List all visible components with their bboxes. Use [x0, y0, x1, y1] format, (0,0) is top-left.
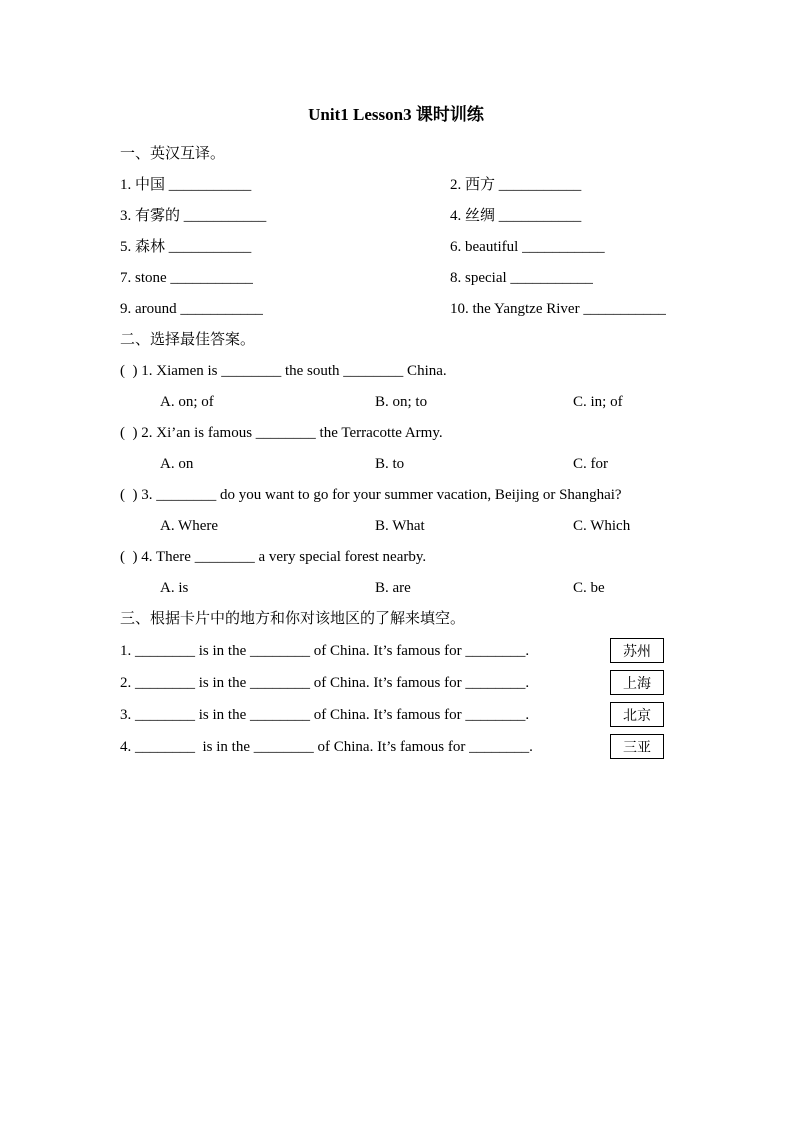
- mc-question-4: [120, 542, 672, 604]
- section-fill-blanks: [120, 604, 672, 763]
- translation-item-7: 7. stone ___________: [120, 270, 253, 286]
- translation-item-9: 9. around ___________: [120, 301, 263, 317]
- mc-option-b: B. to: [375, 456, 405, 472]
- fill-row-4: [120, 731, 672, 763]
- translation-item-1: 1. 中国 ___________: [120, 177, 252, 193]
- mc-options: [120, 387, 672, 418]
- mc-option-c: C. be: [573, 580, 605, 596]
- worksheet-title: Unit1 Lesson3 课时训练: [308, 105, 484, 124]
- mc-option-a: A. is: [160, 580, 189, 596]
- translation-item-4: 4. 丝绸 ___________: [450, 208, 582, 224]
- translation-item-2: 2. 西方 ___________: [450, 177, 582, 193]
- place-card-shanghai: 上海: [610, 670, 664, 695]
- translation-item-8: 8. special ___________: [450, 270, 593, 286]
- mc-question-text: ( ) 3. ________ do you want to go for your summer vacation, Beijing or Shanghai?: [120, 487, 622, 503]
- translation-row: [120, 201, 672, 232]
- mc-option-a: A. on; of: [160, 394, 214, 410]
- translation-row: [120, 232, 672, 263]
- section-fill-heading: 三、根据卡片中的地方和你对该地区的了解来填空。: [120, 611, 466, 627]
- fill-sentence: 3. ________ is in the ________ of China. It’s famous for ________.: [120, 707, 530, 723]
- worksheet-content: [120, 100, 672, 763]
- mc-option-a: A. Where: [160, 518, 219, 534]
- mc-question-text: ( ) 4. There ________ a very special forest nearby.: [120, 549, 427, 565]
- fill-sentence: 1. ________ is in the ________ of China. It’s famous for ________.: [120, 643, 530, 659]
- mc-option-b: B. on; to: [375, 394, 428, 410]
- translation-row: [120, 263, 672, 294]
- mc-question-1: [120, 356, 672, 418]
- place-card-suzhou: 苏州: [610, 638, 664, 663]
- fill-row-3: [120, 699, 672, 731]
- mc-options: [120, 511, 672, 542]
- fill-row-1: [120, 635, 672, 667]
- section-translation-heading: 一、英汉互译。: [120, 146, 226, 162]
- translation-item-5: 5. 森林 ___________: [120, 239, 252, 255]
- translation-row: [120, 294, 672, 325]
- section-multiple-choice: [120, 325, 672, 604]
- mc-question-3: [120, 480, 672, 542]
- mc-option-c: C. Which: [573, 518, 631, 534]
- mc-option-b: B. What: [375, 518, 425, 534]
- section-translation: [120, 139, 672, 325]
- mc-option-c: C. for: [573, 456, 608, 472]
- mc-question-text: ( ) 2. Xi’an is famous ________ the Terracotte Army.: [120, 425, 443, 441]
- place-card-sanya: 三亚: [610, 734, 664, 759]
- section-choice-heading: 二、选择最佳答案。: [120, 332, 256, 348]
- place-card-beijing: 北京: [610, 702, 664, 727]
- translation-row: [120, 170, 672, 201]
- mc-option-a: A. on: [160, 456, 194, 472]
- mc-question-2: [120, 418, 672, 480]
- mc-question-text: ( ) 1. Xiamen is ________ the south ________ China.: [120, 363, 447, 379]
- translation-item-10: 10. the Yangtze River ___________: [450, 301, 666, 317]
- mc-options: [120, 449, 672, 480]
- fill-sentence: 2. ________ is in the ________ of China. It’s famous for ________.: [120, 675, 530, 691]
- fill-sentence: 4. ________ is in the ________ of China. It’s famous for ________.: [120, 739, 533, 755]
- mc-option-b: B. are: [375, 580, 411, 596]
- fill-row-2: [120, 667, 672, 699]
- mc-options: [120, 573, 672, 604]
- translation-item-6: 6. beautiful ___________: [450, 239, 605, 255]
- mc-option-c: C. in; of: [573, 394, 623, 410]
- translation-item-3: 3. 有雾的 ___________: [120, 208, 267, 224]
